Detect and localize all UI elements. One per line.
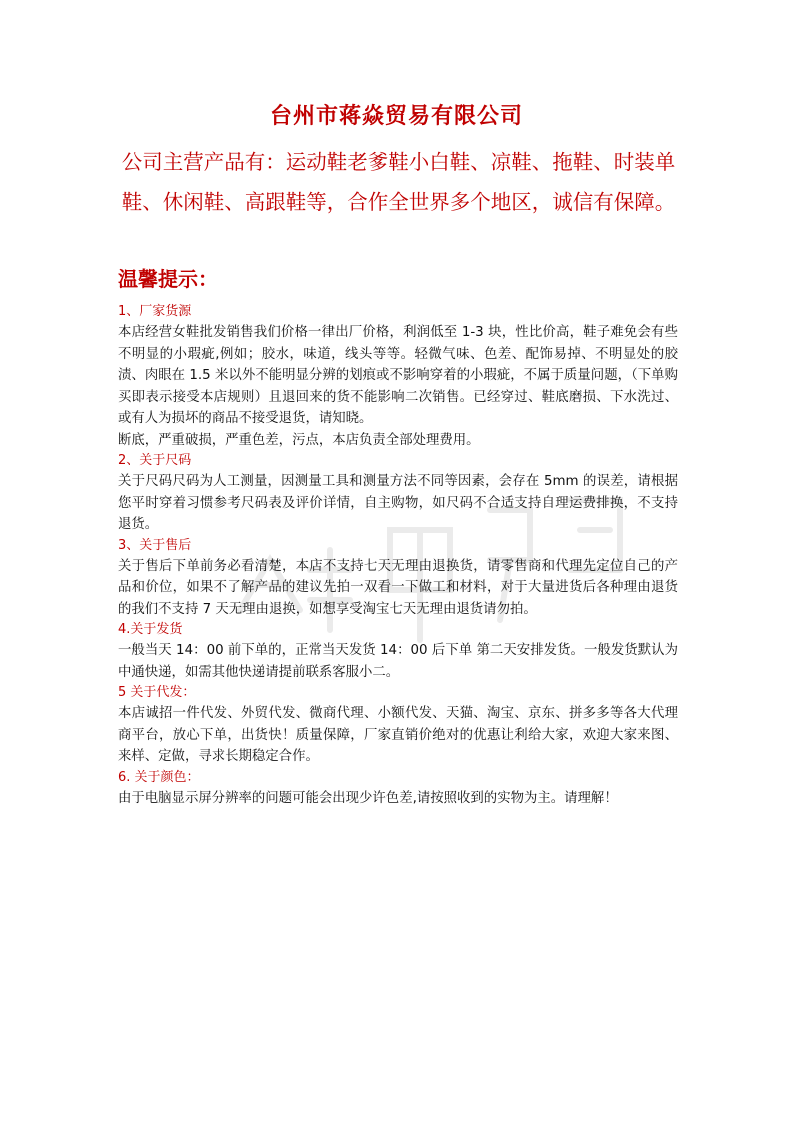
section-title: 5 关于代发： [118, 685, 196, 700]
section-title: 4.关于发货 [118, 622, 183, 637]
section-after-sales [118, 536, 678, 621]
section-size [118, 451, 678, 536]
section-color [118, 768, 678, 810]
section-paragraph: 由于电脑显示屏分辨率的问题可能会出现少许色差,请按照收到的实物为主。请理解！ [118, 790, 618, 806]
section-factory-source [118, 302, 678, 451]
section-paragraph: 关于尺码尺码为人工测量，因测量工具和测量方法不同等因素，会存在 5mm 的误差，请根据您平时穿着习惯参考尺码表及评价详情，自主购物，如尺码不合适支持自理运费排换，不支持退货。 [118, 474, 678, 532]
section-dropshipping [118, 683, 678, 768]
section-paragraph: 一般当天 14：00 前下单的，正常当天发货 14：00 后下单 第二天安排发货。一般发货默认为中通快递，如需其他快递请提前联系客服小二。 [118, 643, 678, 680]
section-title: 2、关于尺码 [118, 453, 192, 468]
tips-heading: 温馨提示： [118, 267, 218, 291]
company-name: 台州市蒋焱贸易有限公司 [269, 103, 523, 129]
section-paragraph: 关于售后下单前务必看清楚，本店不支持七天无理由退换货，请零售商和代理先定位自己的产品和价位，如果不了解产品的建议先拍一双看一下做工和材料，对于大量进货后各种理由退货的我们不支持 7 天无理由退换，如想享受淘宝七天无理由退货请勿拍。 [118, 558, 678, 617]
section-paragraph: 断底，严重破损，严重色差，污点，本店负责全部处理费用。 [118, 432, 480, 448]
section-title: 6. 关于颜色： [118, 769, 200, 785]
section-title: 1、厂家货源 [118, 304, 192, 319]
section-paragraph: 本店诚招一件代发、外贸代发、微商代理、小额代发、天猫、淘宝、京东、拼多多等各大代理商平台，放心下单，出货快！质量保障，厂家直销价绝对的优惠让利给大家，欢迎大家来图、来样、定做，寻求长期稳定合作。 [118, 706, 678, 764]
tips-content [118, 302, 678, 809]
section-paragraph: 本店经营女鞋批发销售我们价格一律出厂价格，利润低至 1-3 块，性比价高，鞋子难免会有些不明显的小瑕疵,例如；胶水，味道，线头等等。轻微气味、色差、配饰易掉、不明显处的胶渍、肉眼在 1.5 米以外不能明显分辨的划痕或不影响穿着的小瑕疵，不属于质量问题，（下单购买即表示接受本店规则）且退回来的货不能影响二次销售。已经穿过、鞋底磨损、下水洗过、或有人为损坏的商品不接受退货，请知晓。 [118, 325, 678, 426]
section-shipping [118, 620, 678, 683]
section-title: 3、关于售后 [118, 537, 192, 553]
company-products-statement: 公司主营产品有：运动鞋老爹鞋小白鞋、凉鞋、拖鞋、时装单鞋、休闲鞋、高跟鞋等，合作全世界多个地区，诚信有保障。 [121, 150, 676, 214]
